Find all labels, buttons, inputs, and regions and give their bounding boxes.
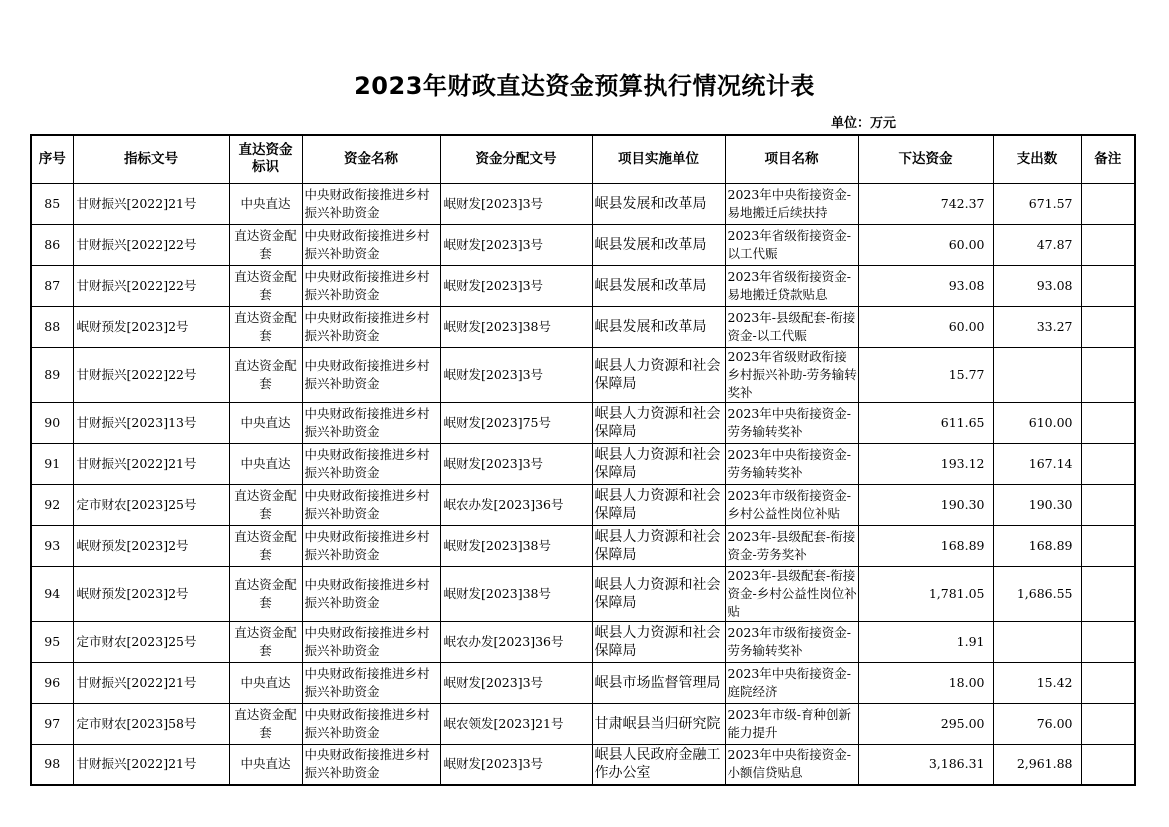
- table-row: [31, 525, 1135, 566]
- header-seq: 序号: [31, 135, 73, 183]
- row-spent: 167.14: [993, 443, 1081, 484]
- table-row: [31, 347, 1135, 402]
- row-fund-name: 中央财政衔接推进乡村振兴补助资金: [302, 566, 440, 621]
- row-doc-number: 岷财预发[2023]2号: [73, 306, 229, 347]
- row-alloc-number: 岷农办发[2023]36号: [440, 621, 592, 662]
- table-row: [31, 621, 1135, 662]
- table-row: [31, 183, 1135, 224]
- row-doc-number: 甘财振兴[2022]21号: [73, 744, 229, 785]
- row-fund-name: 中央财政衔接推进乡村振兴补助资金: [302, 525, 440, 566]
- header-doc: 指标文号: [73, 135, 229, 183]
- row-project: 2023年中央衔接资金-劳务输转奖补: [725, 443, 858, 484]
- row-flag: 直达资金配套: [229, 347, 302, 402]
- row-flag: 中央直达: [229, 402, 302, 443]
- row-issued: 295.00: [858, 703, 993, 744]
- row-alloc-number: 岷财发[2023]38号: [440, 566, 592, 621]
- row-fund-name: 中央财政衔接推进乡村振兴补助资金: [302, 662, 440, 703]
- row-org: 岷县人力资源和社会保障局: [592, 525, 725, 566]
- table-row: [31, 224, 1135, 265]
- row-spent: 1,686.55: [993, 566, 1081, 621]
- row-org: 岷县发展和改革局: [592, 265, 725, 306]
- page-title: 2023年财政直达资金预算执行情况统计表: [354, 72, 815, 100]
- row-project: 2023年省级衔接资金-以工代赈: [725, 224, 858, 265]
- row-flag: 直达资金配套: [229, 224, 302, 265]
- row-seq: 96: [31, 662, 73, 703]
- row-fund-name: 中央财政衔接推进乡村振兴补助资金: [302, 621, 440, 662]
- row-fund-name: 中央财政衔接推进乡村振兴补助资金: [302, 402, 440, 443]
- table-row: [31, 402, 1135, 443]
- row-doc-number: 甘财振兴[2023]13号: [73, 402, 229, 443]
- row-project: 2023年中央衔接资金-庭院经济: [725, 662, 858, 703]
- row-doc-number: 甘财振兴[2022]21号: [73, 183, 229, 224]
- row-project: 2023年市级衔接资金-劳务输转奖补: [725, 621, 858, 662]
- row-seq: 85: [31, 183, 73, 224]
- row-alloc-number: 岷农办发[2023]36号: [440, 484, 592, 525]
- row-project: 2023年省级衔接资金-易地搬迁贷款贴息: [725, 265, 858, 306]
- row-spent: 610.00: [993, 402, 1081, 443]
- row-org: 岷县人力资源和社会保障局: [592, 443, 725, 484]
- row-doc-number: 甘财振兴[2022]21号: [73, 443, 229, 484]
- row-seq: 87: [31, 265, 73, 306]
- row-org: 岷县人力资源和社会保障局: [592, 566, 725, 621]
- row-issued: 60.00: [858, 306, 993, 347]
- row-doc-number: 甘财振兴[2022]21号: [73, 662, 229, 703]
- header-remark: 备注: [1081, 135, 1135, 183]
- row-flag: 中央直达: [229, 744, 302, 785]
- row-project: 2023年中央衔接资金-易地搬迁后续扶持: [725, 183, 858, 224]
- budget-table: [30, 134, 1136, 786]
- row-alloc-number: 岷财发[2023]3号: [440, 183, 592, 224]
- table-body: [31, 183, 1135, 785]
- row-spent: [993, 621, 1081, 662]
- row-fund-name: 中央财政衔接推进乡村振兴补助资金: [302, 744, 440, 785]
- table-row: [31, 703, 1135, 744]
- row-issued: 742.37: [858, 183, 993, 224]
- row-issued: 190.30: [858, 484, 993, 525]
- row-doc-number: 定市财农[2023]25号: [73, 484, 229, 525]
- row-org: 岷县发展和改革局: [592, 306, 725, 347]
- row-seq: 94: [31, 566, 73, 621]
- row-spent: 33.27: [993, 306, 1081, 347]
- row-project: 2023年-县级配套-衔接资金-劳务奖补: [725, 525, 858, 566]
- row-doc-number: 岷财预发[2023]2号: [73, 566, 229, 621]
- row-remark: [1081, 265, 1135, 306]
- row-org: 岷县人力资源和社会保障局: [592, 621, 725, 662]
- row-seq: 91: [31, 443, 73, 484]
- row-flag: 直达资金配套: [229, 703, 302, 744]
- row-fund-name: 中央财政衔接推进乡村振兴补助资金: [302, 703, 440, 744]
- row-doc-number: 岷财预发[2023]2号: [73, 525, 229, 566]
- table-row: [31, 484, 1135, 525]
- row-project: 2023年中央衔接资金-劳务输转奖补: [725, 402, 858, 443]
- row-spent: [993, 347, 1081, 402]
- row-flag: 中央直达: [229, 183, 302, 224]
- row-spent: 15.42: [993, 662, 1081, 703]
- row-issued: 15.77: [858, 347, 993, 402]
- row-fund-name: 中央财政衔接推进乡村振兴补助资金: [302, 265, 440, 306]
- row-flag: 直达资金配套: [229, 306, 302, 347]
- header-project: 项目名称: [725, 135, 858, 183]
- row-fund-name: 中央财政衔接推进乡村振兴补助资金: [302, 443, 440, 484]
- table-row: [31, 306, 1135, 347]
- unit-label: 单位：万元: [830, 116, 896, 131]
- row-doc-number: 甘财振兴[2022]22号: [73, 347, 229, 402]
- row-fund-name: 中央财政衔接推进乡村振兴补助资金: [302, 183, 440, 224]
- row-org: 岷县市场监督管理局: [592, 662, 725, 703]
- row-org: 岷县发展和改革局: [592, 183, 725, 224]
- row-alloc-number: 岷财发[2023]3号: [440, 347, 592, 402]
- row-doc-number: 甘财振兴[2022]22号: [73, 265, 229, 306]
- row-spent: 76.00: [993, 703, 1081, 744]
- row-fund-name: 中央财政衔接推进乡村振兴补助资金: [302, 484, 440, 525]
- row-spent: 671.57: [993, 183, 1081, 224]
- table-row: [31, 662, 1135, 703]
- row-flag: 直达资金配套: [229, 525, 302, 566]
- row-remark: [1081, 525, 1135, 566]
- row-alloc-number: 岷农领发[2023]21号: [440, 703, 592, 744]
- row-remark: [1081, 484, 1135, 525]
- row-spent: 168.89: [993, 525, 1081, 566]
- row-remark: [1081, 224, 1135, 265]
- table-row: [31, 566, 1135, 621]
- table-row: [31, 265, 1135, 306]
- table-row: [31, 443, 1135, 484]
- row-project: 2023年省级财政衔接乡村振兴补助-劳务输转奖补: [725, 347, 858, 402]
- table-row: [31, 744, 1135, 785]
- row-issued: 168.89: [858, 525, 993, 566]
- row-issued: 60.00: [858, 224, 993, 265]
- row-project: 2023年中央衔接资金-小额信贷贴息: [725, 744, 858, 785]
- row-fund-name: 中央财政衔接推进乡村振兴补助资金: [302, 306, 440, 347]
- row-remark: [1081, 347, 1135, 402]
- row-doc-number: 定市财农[2023]25号: [73, 621, 229, 662]
- row-issued: 611.65: [858, 402, 993, 443]
- header-org: 项目实施单位: [592, 135, 725, 183]
- row-flag: 直达资金配套: [229, 566, 302, 621]
- row-fund-name: 中央财政衔接推进乡村振兴补助资金: [302, 224, 440, 265]
- row-remark: [1081, 703, 1135, 744]
- row-alloc-number: 岷财发[2023]38号: [440, 306, 592, 347]
- row-remark: [1081, 306, 1135, 347]
- row-issued: 18.00: [858, 662, 993, 703]
- row-seq: 98: [31, 744, 73, 785]
- row-alloc-number: 岷财发[2023]3号: [440, 224, 592, 265]
- row-issued: 1.91: [858, 621, 993, 662]
- row-org: 甘肃岷县当归研究院: [592, 703, 725, 744]
- row-project: 2023年-县级配套-衔接资金-乡村公益性岗位补贴: [725, 566, 858, 621]
- row-seq: 86: [31, 224, 73, 265]
- row-project: 2023年市级-育种创新能力提升: [725, 703, 858, 744]
- row-org: 岷县人民政府金融工作办公室: [592, 744, 725, 785]
- row-seq: 90: [31, 402, 73, 443]
- row-remark: [1081, 566, 1135, 621]
- row-seq: 95: [31, 621, 73, 662]
- row-alloc-number: 岷财发[2023]3号: [440, 662, 592, 703]
- header-alloc: 资金分配文号: [440, 135, 592, 183]
- row-remark: [1081, 443, 1135, 484]
- row-alloc-number: 岷财发[2023]38号: [440, 525, 592, 566]
- row-project: 2023年市级衔接资金-乡村公益性岗位补贴: [725, 484, 858, 525]
- row-remark: [1081, 744, 1135, 785]
- row-remark: [1081, 402, 1135, 443]
- header-fund: 资金名称: [302, 135, 440, 183]
- row-fund-name: 中央财政衔接推进乡村振兴补助资金: [302, 347, 440, 402]
- row-remark: [1081, 662, 1135, 703]
- row-issued: 93.08: [858, 265, 993, 306]
- row-doc-number: 定市财农[2023]58号: [73, 703, 229, 744]
- row-seq: 88: [31, 306, 73, 347]
- row-spent: 2,961.88: [993, 744, 1081, 785]
- row-doc-number: 甘财振兴[2022]22号: [73, 224, 229, 265]
- header-spent: 支出数: [993, 135, 1081, 183]
- row-org: 岷县发展和改革局: [592, 224, 725, 265]
- row-flag: 直达资金配套: [229, 484, 302, 525]
- row-org: 岷县人力资源和社会保障局: [592, 402, 725, 443]
- header-flag: [229, 135, 302, 183]
- header-flag-line2: 标识: [252, 159, 279, 176]
- row-alloc-number: 岷财发[2023]3号: [440, 443, 592, 484]
- row-spent: 190.30: [993, 484, 1081, 525]
- row-seq: 93: [31, 525, 73, 566]
- row-alloc-number: 岷财发[2023]3号: [440, 744, 592, 785]
- row-issued: 3,186.31: [858, 744, 993, 785]
- row-remark: [1081, 183, 1135, 224]
- header-flag-line1: 直达资金: [238, 142, 293, 159]
- row-flag: 中央直达: [229, 662, 302, 703]
- row-issued: 1,781.05: [858, 566, 993, 621]
- row-issued: 193.12: [858, 443, 993, 484]
- row-seq: 92: [31, 484, 73, 525]
- row-flag: 直达资金配套: [229, 265, 302, 306]
- table-header-row: [31, 135, 1135, 183]
- row-seq: 97: [31, 703, 73, 744]
- row-org: 岷县人力资源和社会保障局: [592, 484, 725, 525]
- row-alloc-number: 岷财发[2023]3号: [440, 265, 592, 306]
- row-flag: 中央直达: [229, 443, 302, 484]
- row-remark: [1081, 621, 1135, 662]
- row-seq: 89: [31, 347, 73, 402]
- row-org: 岷县人力资源和社会保障局: [592, 347, 725, 402]
- row-spent: 93.08: [993, 265, 1081, 306]
- row-spent: 47.87: [993, 224, 1081, 265]
- row-project: 2023年-县级配套-衔接资金-以工代赈: [725, 306, 858, 347]
- row-flag: 直达资金配套: [229, 621, 302, 662]
- row-alloc-number: 岷财发[2023]75号: [440, 402, 592, 443]
- header-issued: 下达资金: [858, 135, 993, 183]
